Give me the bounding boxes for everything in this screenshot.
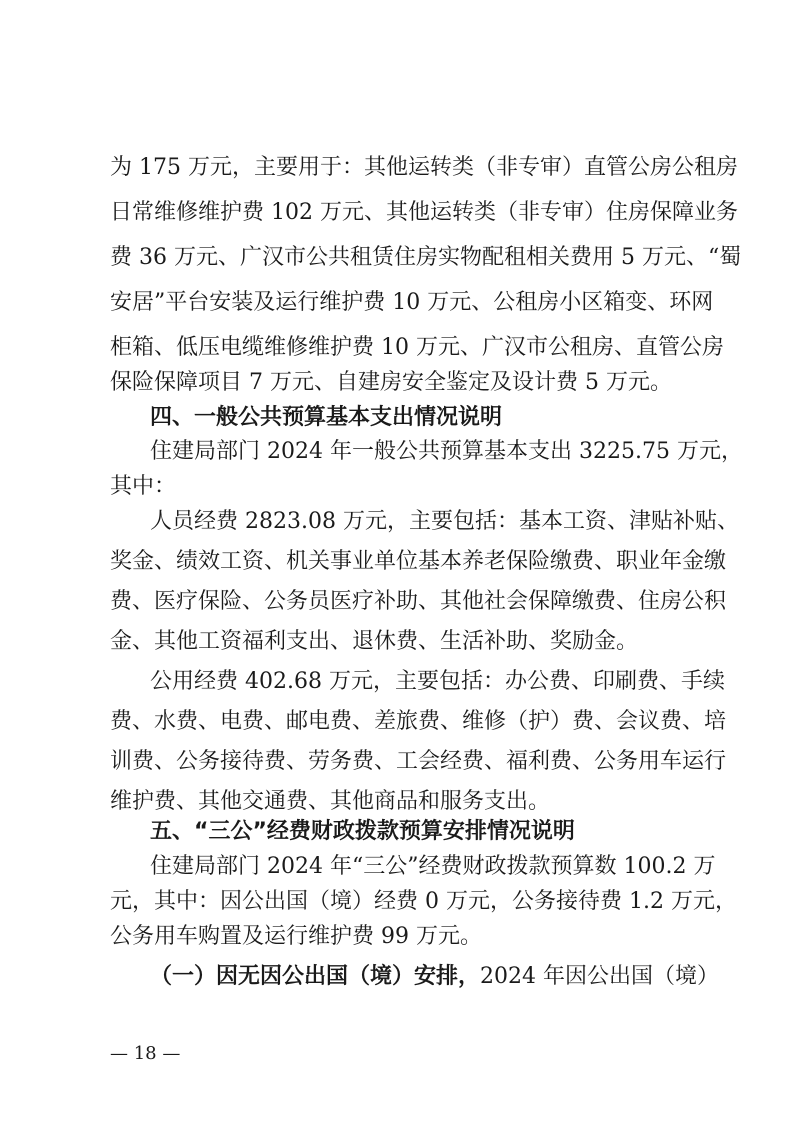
- body-text-line: 安居”平台安装及运行维护费 10 万元、公租房小区箱变、环网: [110, 290, 714, 315]
- body-text-line: 日常维修维护费 102 万元、其他运转类（非专审）住房保障业务: [110, 200, 738, 225]
- body-text-line: 元，其中：因公出国（境）经费 0 万元，公务接待费 1.2 万元，: [110, 889, 737, 914]
- page-number: — 18 —: [110, 1043, 181, 1064]
- body-text-line: 其中：: [110, 474, 177, 499]
- body-text-line: 训费、公务接待费、劳务费、工会经费、福利费、公务用车运行: [110, 749, 727, 774]
- section-heading-5: 五、“三公”经费财政拨款预算安排情况说明: [150, 819, 575, 844]
- body-text-line: 费、医疗保险、公务员医疗补助、其他社会保障缴费、住房公积: [110, 589, 727, 614]
- body-text-line: 为 175 万元，主要用于：其他运转类（非专审）直管公房公租房: [110, 155, 738, 180]
- subsection-heading-1: （一）因无因公出国（境）安排，: [150, 964, 481, 989]
- body-text-line: 人员经费 2823.08 万元，主要包括：基本工资、津贴补贴、: [150, 509, 739, 534]
- body-text-line: 费 36 万元、广汉市公共租赁住房实物配租相关费用 5 万元、“蜀: [110, 245, 742, 270]
- body-text-line: 费、水费、电费、邮电费、差旅费、维修（护）费、会议费、培: [110, 709, 727, 734]
- body-text-line: 保险保障项目 7 万元、自建房安全鉴定及设计费 5 万元。: [110, 370, 672, 395]
- body-text-line: 维护费、其他交通费、其他商品和服务支出。: [110, 789, 551, 814]
- subsection-line: [150, 962, 719, 992]
- subsection-text: 2024 年因公出国（境）: [480, 964, 719, 989]
- body-text-line: 住建局部门 2024 年“三公”经费财政拨款预算数 100.2 万: [150, 854, 716, 879]
- section-heading-4: 四、一般公共预算基本支出情况说明: [150, 405, 503, 430]
- body-text-line: 柜箱、低压电缆维修维护费 10 万元、广汉市公租房、直管公房: [110, 335, 724, 360]
- body-text-line: 公用经费 402.68 万元，主要包括：办公费、印刷费、手续: [150, 669, 725, 694]
- body-text-line: 公务用车购置及运行维护费 99 万元。: [110, 924, 482, 949]
- body-text-line: 住建局部门 2024 年一般公共预算基本支出 3225.75 万元，: [150, 439, 743, 464]
- body-text-line: 金、其他工资福利支出、退休费、生活补助、奖励金。: [110, 629, 639, 654]
- body-text-line: 奖金、绩效工资、机关事业单位基本养老保险缴费、职业年金缴: [110, 549, 727, 574]
